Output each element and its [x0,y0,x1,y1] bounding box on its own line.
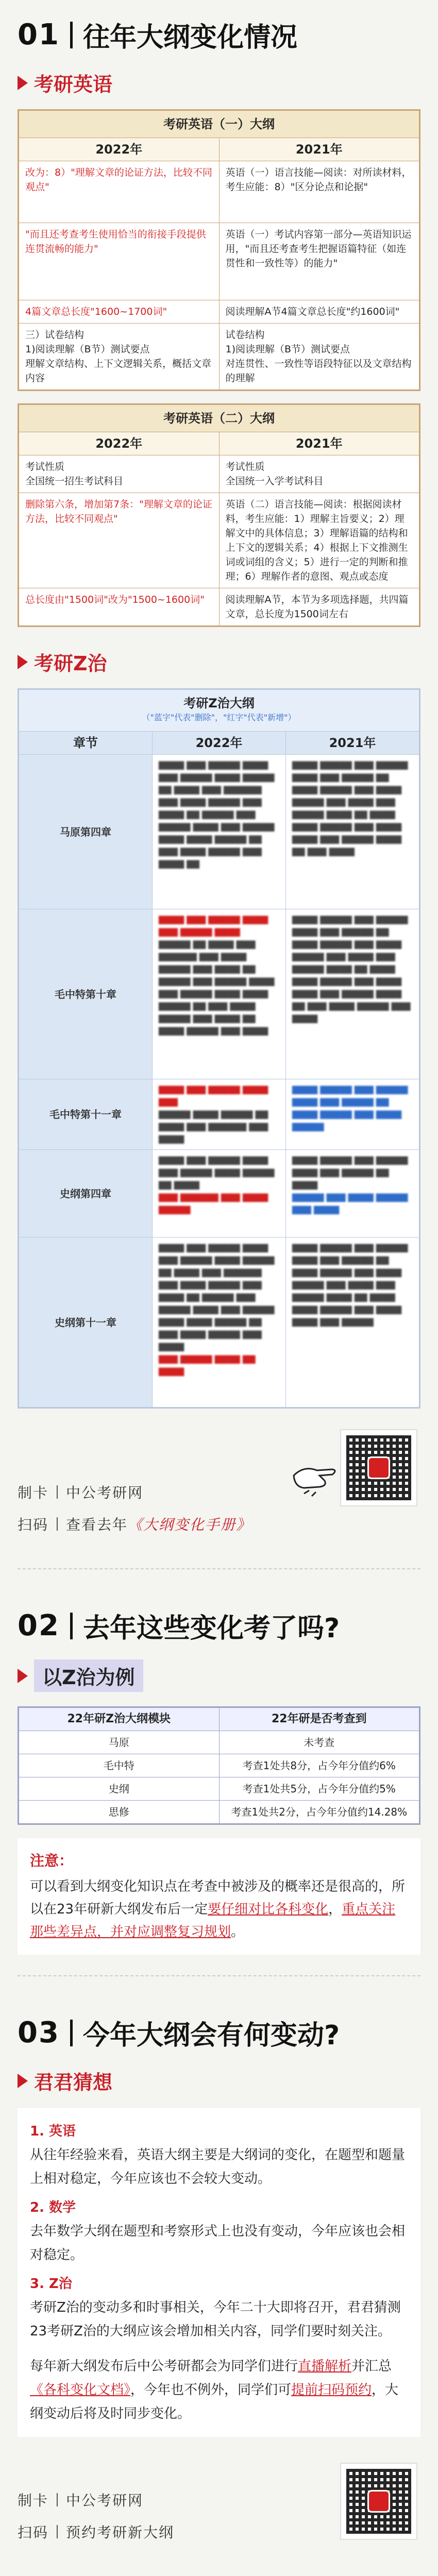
table-title: 考研英语（二）大纲 [19,405,419,432]
subheading-text: 考研英语 [34,73,113,96]
final-text: 并汇总 [351,2359,392,2374]
note-text: 。 [231,1924,245,1940]
politics-subheading [0,648,438,676]
section-title: 去年这些变化考了吗? [82,1613,340,1644]
cell: 毛中特 [19,1754,220,1777]
cell: 考查1处共8分，占今年分值约6% [219,1754,419,1777]
table-row [19,493,419,588]
final-highlight: 直播解析 [298,2359,352,2374]
col-header: 2021年 [219,138,419,161]
col-header: 2022年 [153,732,286,755]
cell: 阅读理解A节，本节为多项选择题，共四篇文章，总长度为1500词左右 [219,588,419,626]
final-paragraph [30,2354,408,2426]
cell: 改为：8）"理解文章的论证方法，比较不同观点" [19,161,220,223]
chapter-label: 马原第四章 [19,755,153,909]
table-row [19,755,419,909]
blurred-cell: ▇▇▇▇ ▇▇▇ ▇▇▇▇▇ ▇▇▇▇ ▇▇▇ ▇▇▇▇▇ ▇▇▇▇ ▇▇▇▇▇ ▇▇ ▇▇▇▇ ▇▇▇ ▇▇▇▇▇▇ ▇▇▇ ▇▇▇▇ ▇▇▇▇▇ ▇▇▇ ▇▇▇▇ ▇▇ ▇▇▇▇▇ ▇▇▇ ▇▇▇▇▇ ▇▇▇▇ ▇▇▇ ▇▇▇▇▇ ▇▇▇▇ ▇▇▇▇ ▇▇▇▇▇ ▇▇ ▇▇▇ ▇▇▇▇ ▇▇▇▇▇ ▇▇▇ ▇▇▇▇ ▇▇▇ ▇▇▇▇▇ ▇▇▇▇ ▇▇ ▇▇▇▇ [153,1238,286,1408]
divider [57,1485,58,1499]
cell: 未考查 [219,1731,419,1754]
guess-label: 2. 数学 [30,2200,76,2215]
table-row [19,588,419,626]
table-row [19,1150,419,1238]
guess-box [18,2108,420,2437]
footer-value: 中公考研网 [66,1484,144,1501]
cell: 史纲 [19,1777,220,1801]
qr-code-icon[interactable] [340,2463,417,2540]
table-title-text: 考研Z治大纲 [183,696,255,710]
footer-row [18,1514,420,1534]
cell: 英语（二）语言技能—阅读：根据阅读材料，考生应能：1）理解主旨要义；2）理解文中的具体信息；3）理解语篇的结构和上下文的逻辑关系；4）根据上下文推测生词或词组的含义；5）进行一定的判断和推理；6）理解作者的意图、观点或态度 [219,493,419,588]
footer-card-1 [0,1414,438,1548]
subheading-chip [34,1659,143,1692]
blurred-cell: ▇▇▇▇ ▇▇▇ ▇▇▇▇▇ ▇▇▇▇ ▇▇▇ ▇▇▇▇▇ ▇▇▇▇ ▇▇▇▇▇ ▇▇ ▇▇▇▇ ▇▇▇ ▇▇▇▇▇▇ ▇▇▇ ▇▇▇▇ ▇▇▇▇▇ [153,1150,286,1238]
cell: 考查1处共5分，占今年分值约5% [219,1777,419,1801]
table-row [19,161,419,223]
section-02-header [0,1606,438,1645]
footer-value: 查看去年 [66,1516,128,1533]
exam-coverage-table [18,1706,420,1825]
blurred-cell: ▇▇▇▇ ▇▇▇▇▇ ▇▇▇ ▇▇▇▇▇ ▇▇▇▇ ▇▇▇ ▇▇▇▇▇ ▇▇ ▇▇▇▇ ▇▇▇▇▇ ▇▇▇ ▇▇▇▇ ▇▇▇▇▇ ▇▇▇ ▇▇▇▇ ▇▇▇ ▇▇▇▇▇ ▇▇▇▇ ▇▇ ▇▇▇▇ ▇▇▇▇ ▇▇▇▇▇ ▇▇▇ ▇▇▇▇ ▇▇▇▇ ▇▇▇ ▇▇▇▇▇ ▇▇▇▇ ▇▇ ▇▇▇ ▇▇▇▇ [286,755,419,909]
example-subheading [0,1659,438,1692]
english-one-table [18,109,420,391]
footer-value: 中公考研网 [66,2492,144,2509]
note-text: 可以看到大纲变化知识点在考查中被涉及的概率还是很高的，所以在23年研新大纲发布后一定 [30,1879,406,1917]
cell-text: 三）试卷结构 1)阅读理解（B节）测试要点 理解文章结构、上下文逻辑关系，概括文章内容 [25,329,212,384]
guess-subheading [0,2066,438,2095]
divider [70,2020,73,2046]
footer-highlight: 《大纲变化手册》 [128,1516,252,1533]
table-row [19,1777,419,1801]
divider [57,2493,58,2506]
guess-text: 从往年经验来看，英语大纲主要是大纲词的变化，在题型和题量上相对稳定，今年应该也不会较大变动。 [30,2147,406,2187]
subheading-text: 考研Z治 [34,652,107,675]
divider [57,1517,58,1531]
triangle-icon [18,2074,28,2088]
col-header: 2022年 [19,138,220,161]
cell: 4篇文章总长度"1600~1700词" [19,300,220,324]
english-subheading [0,69,438,97]
section-title: 往年大纲变化情况 [82,22,297,53]
chapter-label: 史纲第四章 [19,1150,153,1238]
subheading-text: 君君猜想 [34,2071,113,2094]
cell: 总长度由"1500词"改为"1500~1600词" [19,588,220,626]
footer-label: 制卡 [18,1484,49,1501]
subheading-text: 以Z治为例 [42,1666,135,1689]
cell: 马原 [19,1731,220,1754]
col-header: 22年研是否考查到 [219,1708,419,1731]
footer-label: 扫码 [18,2524,49,2541]
blurred-cell: ▇▇▇▇ ▇▇▇ ▇▇▇▇▇ ▇▇▇▇ ▇▇▇ ▇▇▇▇▇ ▇▇▇▇ ▇▇▇▇▇ ▇▇ ▇▇▇▇ ▇▇▇ ▇▇▇▇▇▇ ▇▇▇ ▇▇▇▇ [153,1079,286,1150]
table-title: 考研英语（一）大纲 [19,111,419,138]
cell [19,324,220,390]
final-text: ，大纲变动后将及时同步变化。 [30,2382,399,2421]
note-text: ， [328,1902,342,1917]
cell: 阅读理解A节4篇文章总长度"约1600词" [219,300,419,324]
table-row [19,1754,419,1777]
table-legend: （"蓝字"代表"删除"，"红字"代表"新增"） [142,713,296,722]
guess-text: 考研Z治的变动多和时事相关，今年二十大即将召开，君君猜测23考研Z治的大纲应该会增加相关内容，同学们要时刻关注。 [30,2300,401,2339]
english-two-table [18,403,420,627]
note-highlight: 重点关注那些差异点，并对应调整复习规划 [30,1902,396,1940]
cell: 删除第六条，增加第7条："理解文章的论证方法，比较不同观点" [19,493,220,588]
note-highlight: 要仔细对比各科变化 [208,1902,329,1917]
footer-label: 扫码 [18,1516,49,1533]
final-highlight: 《各科变化文档》 [30,2382,131,2398]
blurred-cell: ▇▇▇▇ ▇▇▇▇▇ ▇▇▇ ▇▇▇▇▇ ▇▇▇▇ ▇▇▇ ▇▇▇▇▇ ▇▇ ▇▇▇▇ ▇▇▇▇▇ ▇▇▇ ▇▇▇▇ ▇▇▇▇▇ ▇▇▇ ▇▇▇▇ [286,1150,419,1238]
note-label: 注意： [30,1852,74,1869]
final-text: ，今年也不例外，同学们可 [130,2382,292,2398]
guess-text: 去年数学大纲在题型和考察形式上也没有变动，今年应该也会相对稳定。 [30,2224,406,2263]
divider [57,2525,58,2538]
divider [70,22,73,48]
blurred-cell: ▇▇▇▇ ▇▇▇ ▇▇▇▇▇ ▇▇▇▇ ▇▇▇ ▇▇▇▇▇ ▇▇▇▇ ▇▇▇▇▇ ▇▇ ▇▇▇▇ ▇▇▇ ▇▇▇▇▇▇ ▇▇▇ ▇▇▇▇ ▇▇▇▇▇ ▇▇▇ ▇▇▇▇ ▇▇ ▇▇▇▇▇ ▇▇▇ ▇▇▇▇▇ ▇▇▇▇ ▇▇▇ ▇▇▇▇▇ ▇▇▇▇ ▇▇▇▇ ▇▇▇▇▇ ▇▇ ▇▇▇ ▇▇▇▇ ▇▇▇▇▇ ▇▇▇ ▇▇▇▇ ▇▇ [153,755,286,909]
chapter-label: 毛中特第十一章 [19,1079,153,1150]
blurred-cell: ▇▇▇▇ ▇▇▇▇▇ ▇▇▇ ▇▇▇▇▇ ▇▇▇▇ ▇▇▇ ▇▇▇▇▇ ▇▇ ▇▇▇▇ ▇▇▇▇▇ ▇▇▇ ▇▇▇▇ ▇▇▇▇▇ ▇▇▇ ▇▇▇▇ ▇▇▇ ▇▇▇▇▇ ▇▇▇▇ ▇▇ ▇▇▇▇ ▇▇▇▇ ▇▇▇▇▇ ▇▇▇ ▇▇▇▇ ▇▇▇▇ ▇▇▇ ▇▇▇▇▇ ▇▇▇▇ ▇▇ ▇▇▇ ▇▇▇▇ ▇▇▇▇▇ ▇▇▇ ▇▇▇▇ [286,909,419,1079]
footer-card-2 [0,2442,438,2566]
col-header: 章节 [19,732,153,755]
table-row [19,300,419,324]
cell: 英语（一）考试内容第一部分—英语知识运用，"而且还考查考生把握语篇特征（如连贯性和一致性等）的能力" [219,223,419,300]
final-highlight: 提前扫码预约 [291,2382,372,2398]
blurred-cell: ▇▇▇▇ ▇▇▇▇▇ ▇▇▇ ▇▇▇▇▇ ▇▇▇▇ ▇▇▇ ▇▇▇▇▇ ▇▇ ▇▇▇▇ ▇▇▇▇▇ ▇▇▇ ▇▇▇▇ ▇▇▇▇▇ [286,1079,419,1150]
guess-label: 3. Z治 [30,2276,72,2292]
table-row [19,223,419,300]
cell: 思修 [19,1801,220,1824]
divider [70,1613,73,1639]
note-box [18,1838,420,1955]
guess-label: 1. 英语 [30,2124,76,2139]
pointing-hand-icon [289,1445,340,1501]
table-row [19,324,419,390]
footer-value: 预约考研新大纲 [66,2524,175,2541]
table-row [19,1731,419,1754]
table-row [19,1238,419,1408]
table-row [19,1079,419,1150]
section-number: 03 [18,2016,60,2049]
cell: 考试性质 全国统一招生考试科目 [19,455,220,493]
section-03-header [0,2013,438,2052]
qr-code-icon[interactable] [340,1429,417,1506]
triangle-icon [18,655,28,669]
cell-text: 试卷结构 1)阅读理解（B节）测试要点 对连贯性、一致性等语段特征以及文章结构的理解 [225,329,412,384]
final-text: 每年新大纲发布后中公考研都会为同学们进行 [30,2359,298,2374]
cell: 考查1处共2分，占今年分值约14.28% [219,1801,419,1824]
cell [219,324,419,390]
cell: "而且还考查考生使用恰当的衔接手段提供连贯流畅的能力" [19,223,220,300]
col-header: 22年研Z治大纲模块 [19,1708,220,1731]
blurred-cell: ▇▇▇▇ ▇▇▇▇▇ ▇▇▇ ▇▇▇▇▇ ▇▇▇▇ ▇▇▇ ▇▇▇▇▇ ▇▇ ▇▇▇▇ ▇▇▇▇▇ ▇▇▇ ▇▇▇▇ ▇▇▇▇▇ ▇▇▇ ▇▇▇▇ ▇▇▇ ▇▇▇▇▇ ▇▇▇▇ ▇▇ ▇▇▇▇ ▇▇▇▇ ▇▇▇▇▇ ▇▇▇ ▇▇▇▇ ▇▇▇▇ ▇▇▇ ▇▇▇▇▇ [286,1238,419,1408]
blurred-cell: ▇▇▇▇ ▇▇▇ ▇▇▇▇▇ ▇▇▇▇ ▇▇▇ ▇▇▇▇▇ ▇▇▇▇ ▇▇▇▇▇ ▇▇ ▇▇▇▇ ▇▇▇ ▇▇▇▇▇▇ ▇▇▇ ▇▇▇▇ ▇▇▇▇▇ ▇▇▇ ▇▇▇▇ ▇▇ ▇▇▇▇▇ ▇▇▇ ▇▇▇▇▇ ▇▇▇▇ ▇▇▇ ▇▇▇▇▇ ▇▇▇▇ ▇▇▇▇ ▇▇▇▇▇ ▇▇ ▇▇▇ ▇▇▇▇ ▇▇▇▇▇ ▇▇▇ ▇▇▇▇ ▇▇ ▇▇▇▇ ▇▇▇▇▇ ▇▇▇ ▇▇▇▇ [153,909,286,1079]
col-header: 2021年 [286,732,419,755]
politics-table [18,688,420,1409]
section-number: 02 [18,1609,60,1642]
table-row [19,1801,419,1824]
chapter-label: 毛中特第十章 [19,909,153,1079]
section-number: 01 [18,18,60,52]
chapter-label: 史纲第十一章 [19,1238,153,1408]
table-row [19,909,419,1079]
section-title: 今年大纲会有何变动? [82,2020,340,2051]
cell: 英语（一）语言技能—阅读：对所读材料，考生应能：8）"区分论点和论据" [219,161,419,223]
footer-label: 制卡 [18,2492,49,2509]
section-01-header [0,15,438,54]
table-row [19,455,419,493]
cell: 考试性质 全国统一入学考试科目 [219,455,419,493]
col-header: 2021年 [219,432,419,455]
triangle-icon [18,1669,28,1683]
triangle-icon [18,76,28,90]
col-header: 2022年 [19,432,220,455]
table-title [19,690,419,732]
